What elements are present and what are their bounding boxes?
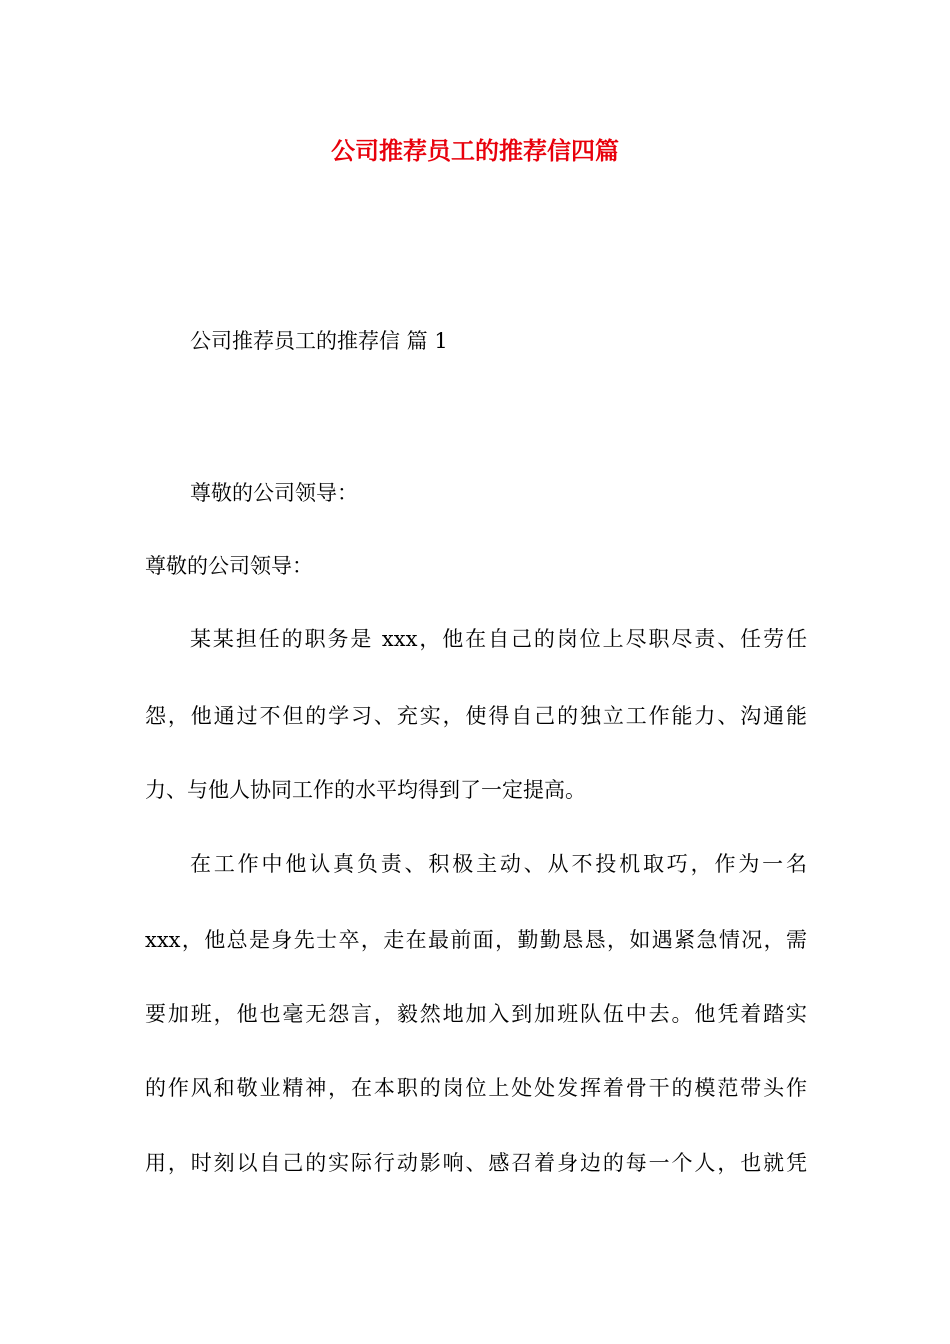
section-heading: 公司推荐员工的推荐信 篇 1 bbox=[190, 329, 448, 353]
paragraph-1-line-1: 某某担任的职务是 xxx，他在自己的岗位上尽职尽责、任劳任 bbox=[190, 627, 807, 651]
paragraph-2-line-2: xxx，他总是身先士卒，走在最前面，勤勤恳恳，如遇紧急情况，需 bbox=[145, 928, 807, 952]
salutation: 尊敬的公司领导： bbox=[145, 554, 313, 578]
paragraph-2-line-3: 要加班，他也毫无怨言，毅然地加入到加班队伍中去。他凭着踏实 bbox=[145, 1002, 807, 1026]
paragraph-2-line-5: 用，时刻以自己的实际行动影响、感召着身边的每一个人，也就凭 bbox=[145, 1151, 807, 1175]
paragraph-1-line-3: 力、与他人协同工作的水平均得到了一定提高。 bbox=[145, 778, 586, 802]
paragraph-2-line-4: 的作风和敬业精神，在本职的岗位上处处发挥着骨干的模范带头作 bbox=[145, 1076, 807, 1100]
paragraph-1-line-2: 怨，他通过不但的学习、充实，使得自己的独立工作能力、沟通能 bbox=[145, 704, 807, 728]
document-title: 公司推荐员工的推荐信四篇 bbox=[331, 136, 619, 165]
salutation-indented: 尊敬的公司领导： bbox=[190, 481, 358, 505]
paragraph-2-line-1: 在工作中他认真负责、积极主动、从不投机取巧，作为一名 bbox=[190, 852, 807, 876]
